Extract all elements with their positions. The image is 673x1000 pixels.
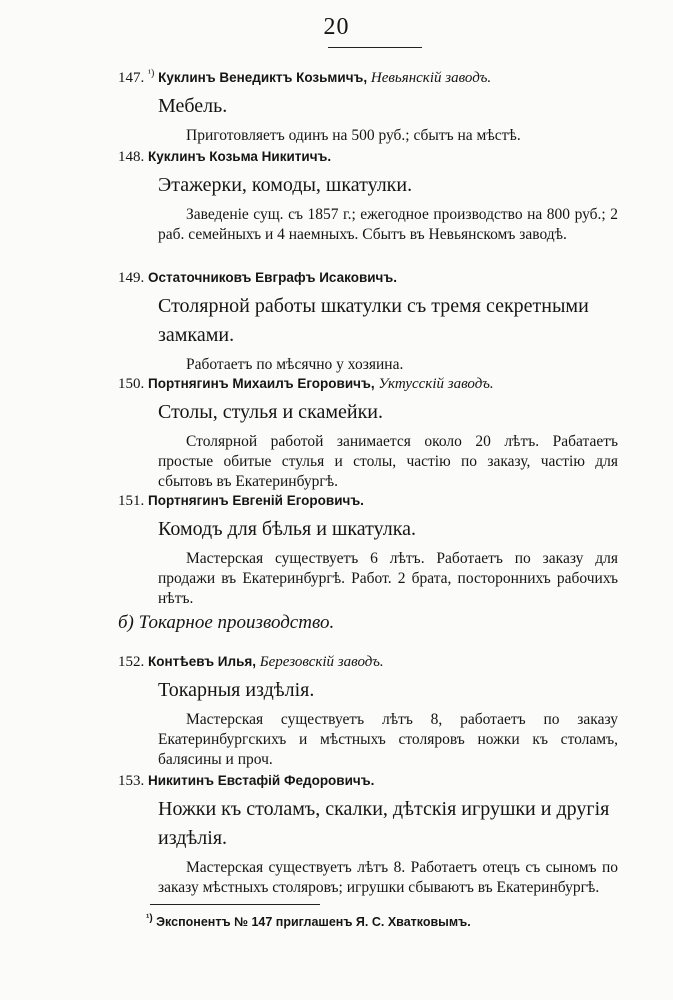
product-title: Мебель. (158, 95, 228, 117)
product-title: Этажерки, комоды, шкатулки. (158, 174, 413, 196)
entry-number: 152. (118, 654, 145, 670)
footnote (146, 913, 471, 929)
entry-header (118, 771, 618, 791)
entry-description: Мастерская существуетъ лѣтъ 8, работаетъ по заказу Екатеринбургскихъ и мѣстныхъ столяровъ ножки къ столамъ, балясины и проч. (158, 711, 618, 768)
entry-header (118, 147, 618, 167)
page-number-rule (328, 47, 422, 48)
exhibitor-name: Портнягинъ Евгеній Егоровичъ. (148, 493, 364, 508)
entry-152 (118, 652, 618, 770)
exhibitor-name: Контѣевъ Илья, (148, 654, 257, 669)
entry-header (118, 64, 618, 88)
entry-150 (118, 374, 618, 492)
entry-number: 147. (118, 70, 145, 86)
exhibitor-place: Невьянскій заводъ. (370, 70, 492, 86)
footnote-mark: ¹) (146, 913, 153, 924)
entry-153 (118, 771, 618, 898)
section-heading: б) Токарное производство. (118, 612, 335, 633)
entry-header (118, 374, 618, 394)
product-title: Токарныя издѣлія. (158, 679, 315, 701)
entry-description: Заведеніе сущ. съ 1857 г.; ежегодное производство на 800 руб.; 2 раб. семейныхъ и 4 наемныхъ. Сбытъ въ Невьянскомъ заводѣ. (158, 206, 618, 243)
entry-number: 151. (118, 493, 145, 509)
entry-number: 150. (118, 376, 145, 392)
entry-number: 148. (118, 149, 145, 165)
product-title: Столы, стулья и скамейки. (158, 401, 384, 423)
entry-description: Мастерская существуетъ лѣтъ 8. Работаетъ отецъ съ сыномъ по заказу мѣстныхъ столяровъ; игрушки сбываютъ въ Екатеринбургѣ. (158, 859, 618, 896)
exhibitor-name: Куклинъ Венедиктъ Козьмичъ, (158, 70, 368, 85)
entry-number: 149. (118, 270, 145, 286)
footnote-marker: ¹) (148, 68, 155, 79)
entry-149 (118, 268, 618, 375)
product-title: Ножки къ столамъ, скалки, дѣтскія игрушки и другія издѣлія. (158, 798, 610, 849)
entry-148 (118, 147, 618, 245)
entry-number: 153. (118, 773, 145, 789)
entry-header (118, 268, 618, 288)
entry-147 (118, 64, 618, 146)
footnote-text: Экспонентъ № 147 приглашенъ Я. С. Хватковымъ. (156, 915, 471, 930)
exhibitor-name: Остаточниковъ Евграфъ Исаковичъ. (148, 270, 397, 285)
entry-description: Приготовляетъ одинъ на 500 руб.; сбытъ на мѣстѣ. (186, 127, 521, 144)
product-title: Комодъ для бѣлья и шкатулка. (158, 518, 416, 540)
entry-description: Мастерская существуетъ 6 лѣтъ. Работаетъ по заказу для продажи въ Екатеринбургѣ. Работ. 2 брата, постороннихъ рабочихъ нѣтъ. (158, 550, 618, 607)
footnote-rule (150, 904, 320, 905)
entry-header (118, 491, 618, 511)
exhibitor-name: Никитинъ Евстафій Федоровичъ. (148, 773, 375, 788)
exhibitor-place: Березовскій заводъ. (259, 654, 384, 670)
exhibitor-name: Портнягинъ Михаилъ Егоровичъ, (148, 376, 375, 391)
exhibitor-place: Уктусскій заводъ. (378, 376, 494, 392)
entry-description: Работаетъ по мѣсячно у хозяина. (186, 356, 404, 373)
entry-151 (118, 491, 618, 609)
entry-header (118, 652, 618, 672)
entry-description: Столярной работой занимается около 20 лѣтъ. Рабатаетъ простые обитые стулья и столы, частію по заказу, частію для сбытовъ въ Екатеринбургѣ. (158, 433, 618, 490)
product-title: Столярной работы шкатулки съ тремя секретными замками. (158, 295, 589, 346)
exhibitor-name: Куклинъ Козьма Никитичъ. (148, 149, 332, 164)
page-number: 20 (323, 14, 350, 40)
